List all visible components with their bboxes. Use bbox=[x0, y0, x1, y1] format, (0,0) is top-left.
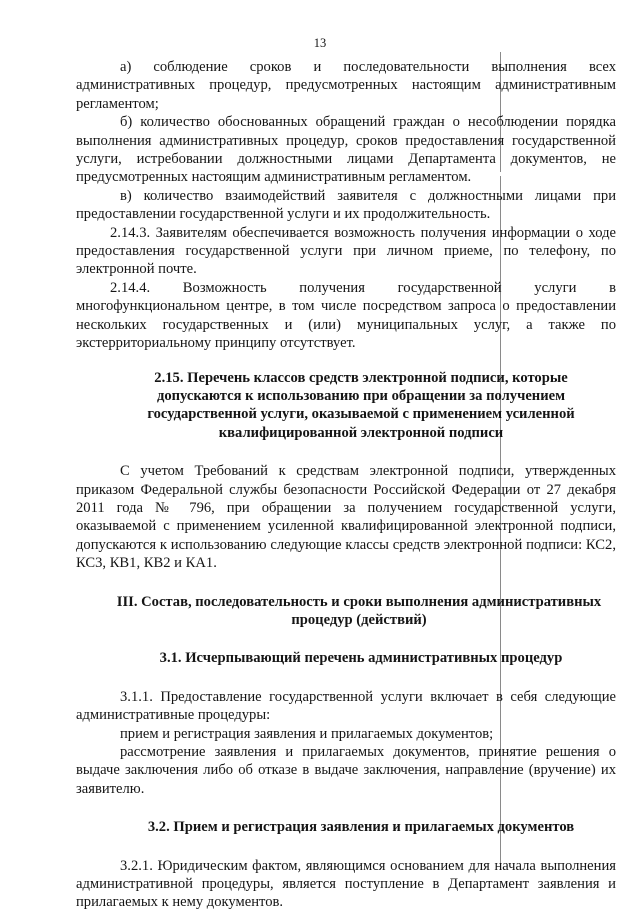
paragraph: 3.1.1. Предоставление государственной услуги включает в себя следующие административные процедуры: bbox=[76, 688, 616, 724]
paragraph: 2.14.4. Возможность получения государственной услуги в многофункциональном центре, в том числе посредством запроса о предоставлении нескольких государственных и (или) муниципальных услуг, а также по экстерриториальному принципу отсутствует. bbox=[76, 279, 616, 352]
paragraph: а) соблюдение сроков и последовательности выполнения всех административных процедур, предусмотренных настоящим административным регламентом; bbox=[76, 59, 616, 112]
paragraph: прием и регистрация заявления и прилагаемых документов; bbox=[120, 725, 494, 742]
paragraph: в) количество взаимодействий заявителя с должностными лицами при предоставлении государственной услуги и их продолжительность. bbox=[76, 187, 616, 223]
section-heading: 2.15. Перечень классов средств электронной подписи, которые допускаются к использованию при обращении за получением государственной услуги, оказываемой с применением усиленной квалифицированной электронной подписи bbox=[147, 369, 575, 441]
paragraph: 3.2.1. Юридическим фактом, являющимся основанием для начала выполнения административной процедуры, является поступление в Департамент заявления и прилагаемых к нему документов. bbox=[76, 857, 616, 911]
paragraph: 2.14.3. Заявителям обеспечивается возможность получения информации о ходе предоставления государственной услуги при личном приеме, по телефону, по электронной почте. bbox=[76, 224, 616, 278]
section-heading: 3.1. Исчерпывающий перечень административных процедур bbox=[159, 650, 563, 667]
paragraph: рассмотрение заявления и прилагаемых документов, принятие решения о выдаче заключения либо об отказе в выдаче заключения, направление (вручение) их заявителю. bbox=[76, 744, 616, 797]
section-heading: III. Состав, последовательность и сроки выполнения административных процедур (действий) bbox=[116, 593, 602, 628]
paragraph: б) количество обоснованных обращений граждан о несоблюдении порядка выполнения административных процедур, сроков предоставления государственной услуги, истребовании должностными лицами Департамента документов, не предусмотренных настоящим административным регламентом. bbox=[76, 114, 616, 186]
section-heading: 3.2. Прием и регистрация заявления и прилагаемых документов bbox=[147, 819, 575, 836]
paragraph: С учетом Требований к средствам электронной подписи, утвержденных приказом Федеральной службы безопасности Российской Федерации от 27 декабря 2011 года № 796, при обращении за получением государственной услуги, оказываемой с применением усиленной квалифицированной электронной подписи, допускаются к использованию следующие классы средств электронной подписи: КС2, КС3, КВ1, КВ2 и КА1. bbox=[76, 463, 616, 572]
page-number: 13 bbox=[313, 36, 327, 50]
document-body bbox=[76, 58, 616, 912]
